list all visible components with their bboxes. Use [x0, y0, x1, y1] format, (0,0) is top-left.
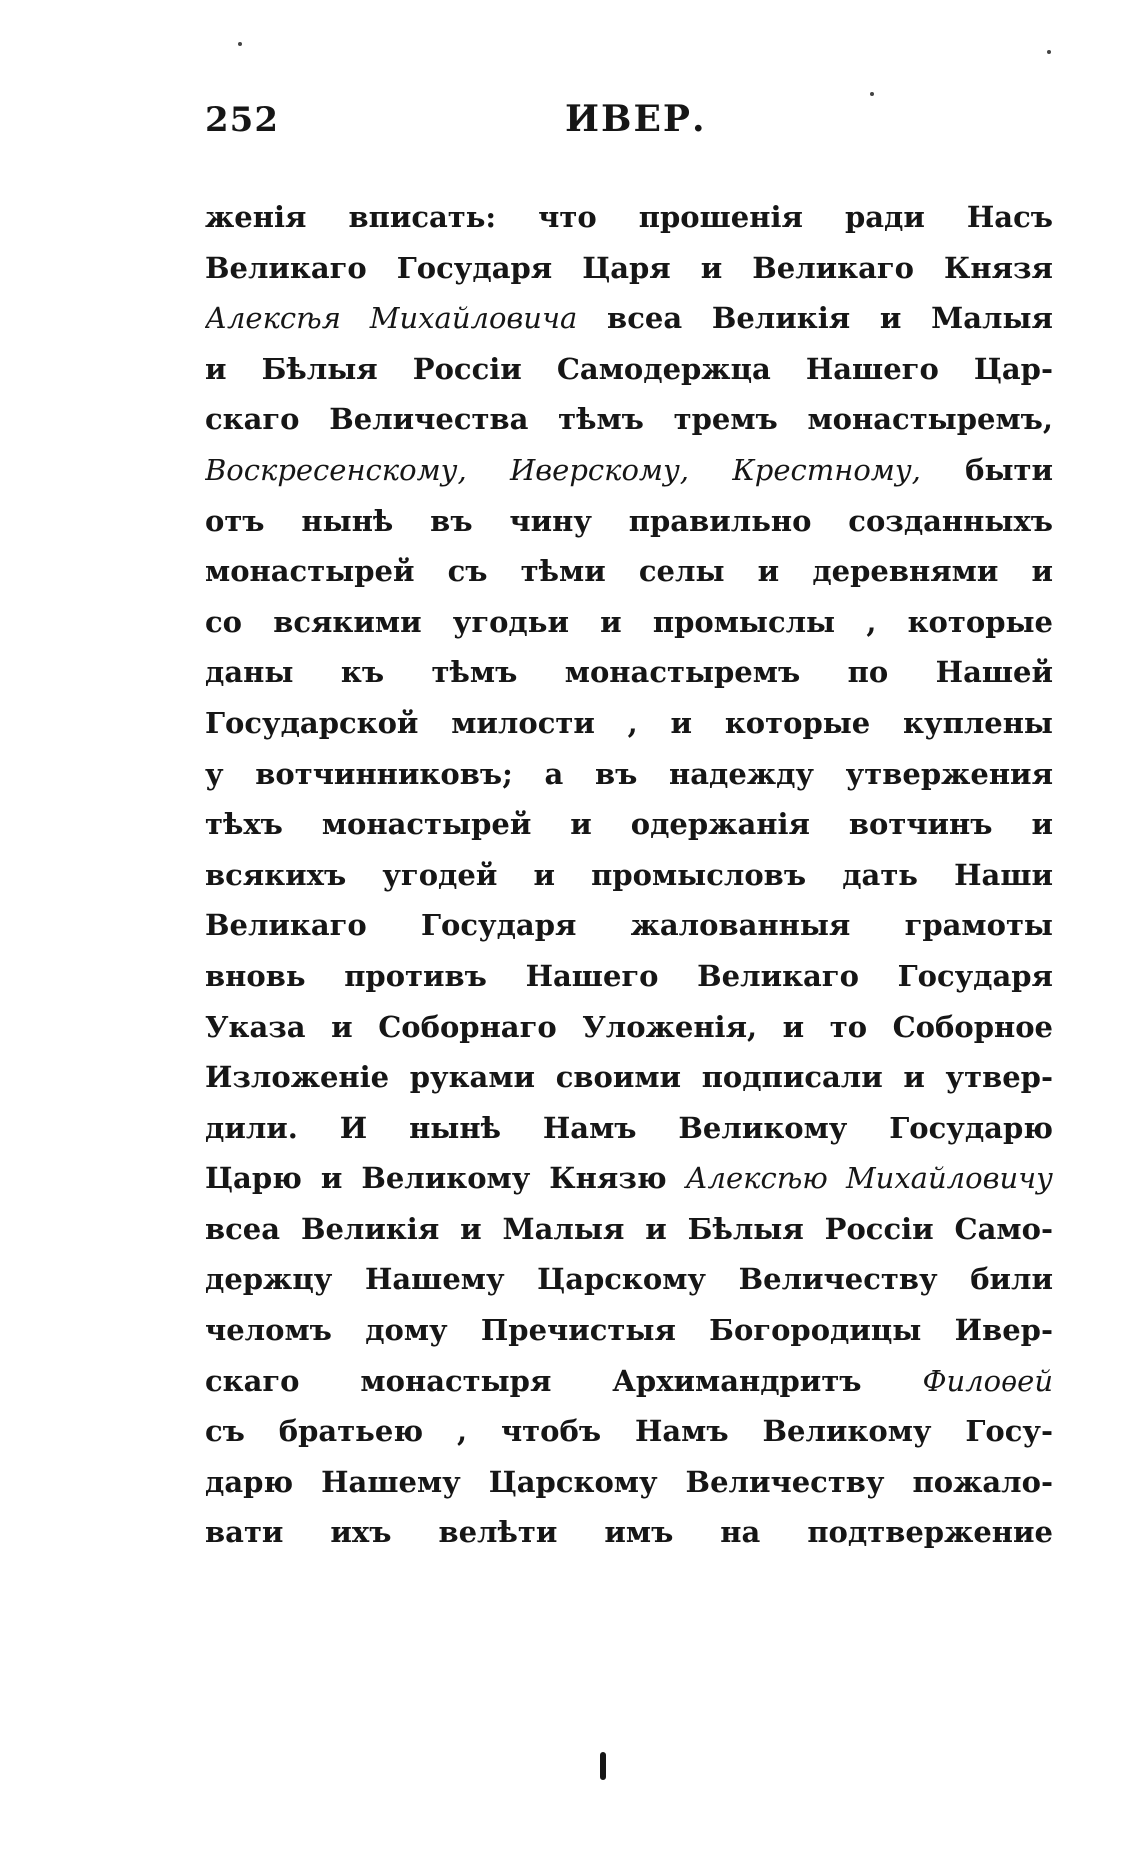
ink-speck — [238, 42, 242, 46]
text-line — [205, 900, 1053, 951]
line-text: скаго Величества тѣмъ тремъ монастыремъ, — [205, 402, 1053, 437]
line-text: съ братьею , чтобъ Намъ Великому Госу- — [205, 1414, 1053, 1449]
text-line — [205, 1002, 1053, 1053]
line-text: Великаго Государя Царя и Великаго Князя — [205, 250, 1053, 285]
line-text: вати ихъ велѣти имъ на подтвержение — [205, 1515, 1053, 1550]
line-text: монастырей съ тѣми селы и деревнями и — [205, 554, 1053, 589]
ink-speck — [1047, 50, 1051, 54]
text-line — [205, 394, 1053, 445]
line-text: женiя вписать: что прошенiя ради Насъ — [205, 200, 1053, 234]
text-line — [205, 293, 1053, 344]
line-text: даны къ тѣмъ монастыремъ по Нашей — [205, 655, 1053, 690]
text-line — [205, 749, 1053, 800]
line-text: у вотчинниковъ; а въ надежду утвержения — [205, 756, 1053, 791]
line-text: дарю Нашему Царскому Величеству пожало- — [205, 1464, 1053, 1499]
line-text: Изложенiе руками своими подписали и утвер- — [205, 1060, 1053, 1095]
ink-speck — [870, 92, 874, 96]
text-line — [205, 951, 1053, 1002]
line-text: скаго монастыря Архимандритъ — [205, 1363, 923, 1398]
italic-name: Алексѣя Михайловича — [205, 301, 578, 336]
text-line — [205, 546, 1053, 597]
italic-name: Алексѣю Михайловичу — [685, 1161, 1053, 1196]
line-text: вновь противъ Нашего Великаго Государя — [205, 958, 1053, 993]
text-line — [205, 1052, 1053, 1103]
line-text: Великаго Государя жалованныя грамоты — [205, 908, 1053, 943]
text-line — [205, 1356, 1053, 1407]
text-line — [205, 1507, 1053, 1558]
line-text: держцу Нашему Царскому Величеству били — [205, 1262, 1053, 1297]
text-line — [205, 1305, 1053, 1356]
line-text: челомъ дому Пречистыя Богородицы Ивер- — [205, 1313, 1053, 1348]
text-line — [205, 496, 1053, 547]
line-text: Царю и Великому Князю — [205, 1161, 686, 1196]
line-text: Государской милости , и которые куплены — [205, 705, 1053, 740]
line-text: дили. И нынѣ Намъ Великому Государю — [205, 1110, 1053, 1145]
text-line — [205, 243, 1053, 294]
line-text: всеа Великiя и Малыя — [577, 301, 1053, 336]
ink-mark — [600, 1752, 606, 1780]
text-line — [205, 192, 1053, 243]
line-text: и Бѣлыя Россiи Самодержца Нашего Цар- — [205, 351, 1053, 386]
line-text: тѣхъ монастырей и одержанiя вотчинъ и — [205, 807, 1053, 842]
text-line — [205, 1153, 1053, 1204]
text-line — [205, 799, 1053, 850]
line-text: быти — [920, 452, 1053, 487]
text-line — [205, 698, 1053, 749]
italic-name: Воскресенскому, Иверскому, Крестному, — [205, 452, 921, 487]
text-line — [205, 1103, 1053, 1154]
text-line — [205, 445, 1053, 496]
italic-name: Филоѳей — [922, 1363, 1053, 1398]
line-text: всякихъ угодей и промысловъ дать Наши — [205, 857, 1053, 892]
text-line — [205, 344, 1053, 395]
text-line — [205, 1406, 1053, 1457]
text-line — [205, 1254, 1053, 1305]
text-line — [205, 1204, 1053, 1255]
text-line — [205, 850, 1053, 901]
text-line — [205, 647, 1053, 698]
line-text: всеа Великiя и Малыя и Бѣлыя Россiи Само- — [205, 1211, 1053, 1246]
text-line — [205, 1457, 1053, 1508]
page-number: 252 — [205, 100, 279, 140]
line-text: со всякими угодьи и промыслы , которые — [205, 604, 1053, 639]
line-text: Указа и Соборнаго Уложенiя, и то Соборное — [205, 1009, 1053, 1044]
line-text: отъ нынѣ въ чину правильно созданныхъ — [205, 503, 1053, 538]
body-text — [205, 192, 1053, 1558]
running-head: ИВЕР. — [565, 98, 707, 140]
text-line — [205, 597, 1053, 648]
